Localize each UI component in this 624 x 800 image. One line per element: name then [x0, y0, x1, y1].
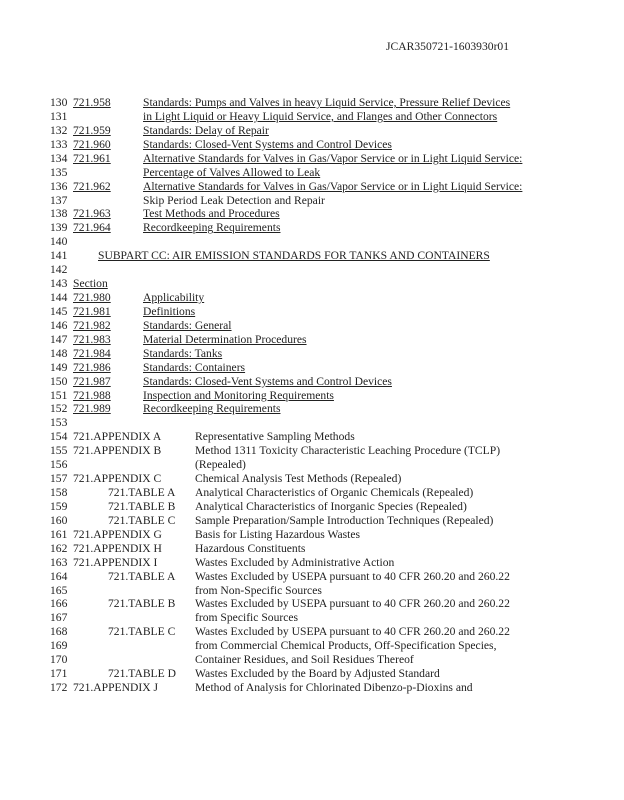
section-label: 721.APPENDIX G: [73, 527, 162, 541]
section-label: 721.TABLE A: [108, 486, 176, 500]
line-number: 138: [50, 207, 68, 221]
section-link[interactable]: 721.959: [73, 123, 111, 137]
line-number: 135: [50, 165, 68, 179]
toc-line: [0, 207, 624, 221]
line-number: 145: [50, 304, 68, 318]
section-title-link[interactable]: Standards: Containers: [143, 360, 246, 374]
toc-line: [0, 430, 624, 444]
section-link[interactable]: 721.961: [73, 151, 111, 165]
toc-line: [0, 375, 624, 389]
section-title-link[interactable]: Standards: Closed-Vent Systems and Control Devices: [143, 374, 392, 388]
section-title: Method 1311 Toxicity Characteristic Leaching Procedure (TCLP): [195, 444, 501, 458]
section-title-link[interactable]: Recordkeeping Requirements: [143, 221, 281, 235]
toc-line: [0, 152, 624, 166]
section-link[interactable]: 721.984: [73, 346, 111, 360]
toc-line: [0, 291, 624, 305]
section-link[interactable]: Section: [73, 277, 108, 291]
section-title-link[interactable]: Standards: Closed-Vent Systems and Control Devices: [143, 137, 392, 151]
toc-line: [0, 333, 624, 347]
toc-line: [0, 361, 624, 375]
section-title: from Non-Specific Sources: [195, 583, 322, 597]
section-label: 721.TABLE B: [108, 499, 176, 513]
section-title-link[interactable]: Alternative Standards for Valves in Gas/Vapor Service or in Light Liquid Service:: [143, 179, 523, 193]
toc-line: [0, 235, 624, 249]
line-number: 146: [50, 318, 68, 332]
section-title: Sample Preparation/Sample Introduction Techniques (Repealed): [195, 513, 494, 527]
line-number: 132: [50, 123, 68, 137]
line-number: 131: [50, 109, 68, 123]
line-number: 140: [50, 235, 68, 249]
section-link[interactable]: 721.963: [73, 207, 111, 221]
section-title-link[interactable]: Test Methods and Procedures: [143, 207, 280, 221]
toc-line: [0, 639, 624, 653]
line-number: 141: [50, 249, 68, 263]
line-number: 160: [50, 513, 68, 527]
section-title: Wastes Excluded by USEPA pursuant to 40 CFR 260.20 and 260.22: [195, 625, 510, 639]
line-number: 170: [50, 653, 68, 667]
section-link[interactable]: 721.964: [73, 221, 111, 235]
line-number: 143: [50, 277, 68, 291]
line-number: 137: [50, 193, 68, 207]
toc-line: [0, 249, 624, 263]
line-number: 142: [50, 263, 68, 277]
section-link[interactable]: 721.986: [73, 360, 111, 374]
section-link[interactable]: 721.962: [73, 179, 111, 193]
line-number: 161: [50, 527, 68, 541]
toc-line: [0, 528, 624, 542]
toc-line: [0, 110, 624, 124]
line-number: 148: [50, 346, 68, 360]
line-number: 144: [50, 291, 68, 305]
line-number: 155: [50, 444, 68, 458]
line-number: 159: [50, 499, 68, 513]
section-label: 721.APPENDIX C: [73, 472, 162, 486]
toc-line: [0, 96, 624, 110]
section-title-link[interactable]: Standards: Tanks: [143, 346, 223, 360]
line-number: 165: [50, 583, 68, 597]
section-title: Wastes Excluded by the Board by Adjusted Standard: [195, 667, 440, 681]
toc-line: [0, 486, 624, 500]
line-number: 166: [50, 597, 68, 611]
line-number: 149: [50, 360, 68, 374]
section-link[interactable]: 721.981: [73, 304, 111, 318]
toc-line: [0, 389, 624, 403]
section-title: Hazardous Constituents: [195, 541, 306, 555]
toc-line: [0, 180, 624, 194]
line-number: 130: [50, 96, 68, 109]
line-number: 134: [50, 151, 68, 165]
line-number: 169: [50, 639, 68, 653]
section-title: Wastes Excluded by USEPA pursuant to 40 CFR 260.20 and 260.22: [195, 597, 510, 611]
line-number: 150: [50, 374, 68, 388]
section-title-link[interactable]: Percentage of Valves Allowed to Leak: [143, 165, 321, 179]
section-label: 721.APPENDIX A: [73, 430, 162, 444]
section-label: 721.TABLE B: [108, 597, 176, 611]
section-link[interactable]: 721.983: [73, 332, 111, 346]
section-label: 721.TABLE A: [108, 569, 176, 583]
toc-line: [0, 458, 624, 472]
line-number: 167: [50, 611, 68, 625]
toc-line: [0, 542, 624, 556]
section-title-link[interactable]: Standards: Pumps and Valves in heavy Liquid Service, Pressure Relief Devices: [143, 96, 511, 109]
toc-line: [0, 444, 624, 458]
section-title: from Specific Sources: [195, 611, 299, 625]
section-title-link[interactable]: Alternative Standards for Valves in Gas/Vapor Service or in Light Liquid Service:: [143, 151, 523, 165]
toc-line: [0, 194, 624, 208]
toc-line: [0, 319, 624, 333]
section-label: 721.APPENDIX B: [73, 444, 162, 458]
section-title: from Commercial Chemical Products, Off-Specification Species,: [195, 639, 497, 653]
section-label: 721.TABLE C: [108, 513, 176, 527]
section-link[interactable]: 721.987: [73, 374, 111, 388]
toc-line: [0, 667, 624, 681]
section-title: Chemical Analysis Test Methods (Repealed): [195, 472, 402, 486]
section-title: Wastes Excluded by Administrative Action: [195, 555, 395, 569]
line-number: 136: [50, 179, 68, 193]
line-number: 152: [50, 402, 68, 416]
line-number: 157: [50, 472, 68, 486]
section-title: Analytical Characteristics of Organic Chemicals (Repealed): [195, 486, 474, 500]
toc-line: [0, 653, 624, 667]
line-number: 162: [50, 541, 68, 555]
line-number: 156: [50, 458, 68, 472]
toc-line: [0, 221, 624, 235]
toc-line: [0, 625, 624, 639]
section-label: 721.APPENDIX J: [73, 681, 159, 695]
toc-line: [0, 124, 624, 138]
section-link[interactable]: 721.982: [73, 318, 111, 332]
line-number: 171: [50, 667, 68, 681]
section-label: 721.APPENDIX I: [73, 555, 158, 569]
section-title-link[interactable]: Applicability: [143, 291, 205, 305]
section-link[interactable]: 721.960: [73, 137, 111, 151]
section-link[interactable]: 721.988: [73, 388, 111, 402]
subpart-heading[interactable]: SUBPART CC: AIR EMISSION STANDARDS FOR TANKS AND CONTAINERS: [98, 249, 490, 263]
line-number: 163: [50, 555, 68, 569]
section-link[interactable]: 721.980: [73, 291, 111, 305]
line-number: 153: [50, 416, 68, 430]
toc-line: [0, 138, 624, 152]
section-title: Basis for Listing Hazardous Wastes: [195, 527, 361, 541]
document-id-header: JCAR350721-1603930r01: [386, 40, 510, 53]
toc-line: [0, 556, 624, 570]
toc-line: [0, 416, 624, 430]
section-title-link[interactable]: Material Determination Procedures: [143, 332, 307, 346]
line-number: 168: [50, 625, 68, 639]
section-title: Method of Analysis for Chlorinated Dibenzo-p-Dioxins and: [195, 681, 473, 695]
toc-line: [0, 472, 624, 486]
section-title: (Repealed): [195, 458, 246, 472]
toc-line: [0, 611, 624, 625]
toc-line: [0, 514, 624, 528]
toc-line: [0, 570, 624, 584]
line-number: 151: [50, 388, 68, 402]
section-link[interactable]: 721.989: [73, 402, 111, 416]
section-title: Container Residues, and Soil Residues Thereof: [195, 653, 414, 667]
section-title: Analytical Characteristics of Inorganic Species (Repealed): [195, 499, 467, 513]
section-link[interactable]: 721.958: [73, 96, 111, 109]
section-label: 721.TABLE D: [108, 667, 176, 681]
toc-line: [0, 277, 624, 291]
section-label: 721.TABLE C: [108, 625, 176, 639]
toc-line: [0, 347, 624, 361]
line-number: 154: [50, 430, 68, 444]
line-number: 172: [50, 681, 68, 695]
section-title-link[interactable]: Definitions: [143, 304, 196, 318]
section-label: 721.APPENDIX H: [73, 541, 162, 555]
line-number: 139: [50, 221, 68, 235]
section-title: Wastes Excluded by USEPA pursuant to 40 CFR 260.20 and 260.22: [195, 569, 510, 583]
toc-line: [0, 166, 624, 180]
toc-line: [0, 402, 624, 416]
section-title-link[interactable]: Standards: General: [143, 318, 232, 332]
section-title: Skip Period Leak Detection and Repair: [143, 193, 325, 207]
section-title-link[interactable]: Inspection and Monitoring Requirements: [143, 388, 334, 402]
section-title-link[interactable]: Standards: Delay of Repair: [143, 123, 269, 137]
line-number: 158: [50, 486, 68, 500]
toc-line: [0, 681, 624, 695]
line-number: 147: [50, 332, 68, 346]
toc-line: [0, 500, 624, 514]
section-title: Representative Sampling Methods: [195, 430, 355, 444]
section-title-link[interactable]: Recordkeeping Requirements: [143, 402, 281, 416]
toc-line: [0, 305, 624, 319]
toc-line: [0, 263, 624, 277]
toc-line: [0, 584, 624, 598]
line-number: 164: [50, 569, 68, 583]
toc-line: [0, 597, 624, 611]
line-number: 133: [50, 137, 68, 151]
section-title-link[interactable]: in Light Liquid or Heavy Liquid Service, and Flanges and Other Connectors: [143, 109, 498, 123]
